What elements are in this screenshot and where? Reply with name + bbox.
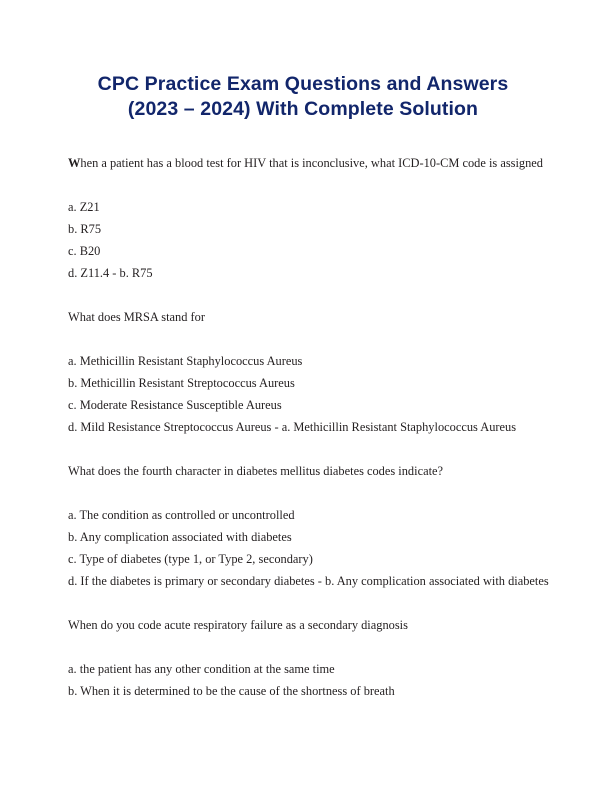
answer-options xyxy=(68,350,546,438)
answer-option[interactable]: c. Moderate Resistance Susceptible Aureus xyxy=(68,398,282,412)
answer-option[interactable]: a. the patient has any other condition at the same time xyxy=(68,662,335,676)
answer-options xyxy=(68,196,546,284)
answer-option[interactable]: c. Type of diabetes (type 1, or Type 2, secondary) xyxy=(68,552,313,566)
question-text xyxy=(68,306,546,328)
question-text xyxy=(68,460,546,482)
qa-block xyxy=(68,306,546,438)
answer-option[interactable]: a. The condition as controlled or uncontrolled xyxy=(68,508,295,522)
answer-option[interactable]: d. Mild Resistance Streptococcus Aureus - a. Methicillin Resistant Staphylococcus Aureus xyxy=(68,420,517,434)
answer-option[interactable]: a. Methicillin Resistant Staphylococcus Aureus xyxy=(68,354,303,368)
question-body: What does the fourth character in diabetes mellitus diabetes codes indicate? xyxy=(68,464,444,478)
qa-block xyxy=(68,460,549,592)
answer-option[interactable]: c. B20 xyxy=(68,244,101,258)
answer-option[interactable]: b. When it is determined to be the cause of the shortness of breath xyxy=(68,684,395,698)
answer-options xyxy=(68,504,549,592)
answer-options xyxy=(68,658,546,702)
page-title-line-1: CPC Practice Exam Questions and Answers xyxy=(97,73,509,95)
qa-block xyxy=(68,152,546,284)
question-lead-char: W xyxy=(68,156,81,170)
page-title-line-2: (2023 – 2024) With Complete Solution xyxy=(127,98,479,120)
answer-option[interactable]: d. If the diabetes is primary or secondary diabetes - b. Any complication associated with diabetes xyxy=(68,574,549,588)
answer-option[interactable]: d. Z11.4 - b. R75 xyxy=(68,266,153,280)
question-body: What does MRSA stand for xyxy=(68,310,205,324)
question-text xyxy=(68,614,546,636)
question-text xyxy=(68,152,546,174)
questions-container xyxy=(68,152,549,702)
answer-option[interactable]: b. Methicillin Resistant Streptococcus Aureus xyxy=(68,376,295,390)
question-body: hen a patient has a blood test for HIV that is inconclusive, what ICD-10-CM code is assigned xyxy=(80,156,543,170)
answer-option[interactable]: a. Z21 xyxy=(68,200,100,214)
answer-option[interactable]: b. R75 xyxy=(68,222,102,236)
answer-option[interactable]: b. Any complication associated with diabetes xyxy=(68,530,292,544)
page-title xyxy=(0,72,606,122)
question-body: When do you code acute respiratory failure as a secondary diagnosis xyxy=(68,618,408,632)
qa-block xyxy=(68,614,546,702)
